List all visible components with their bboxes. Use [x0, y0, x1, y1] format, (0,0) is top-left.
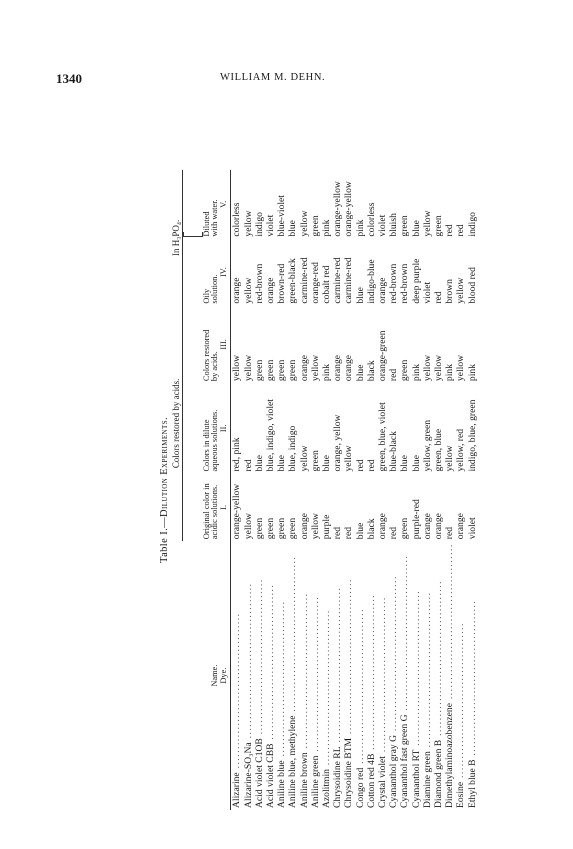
- dye-name: Cyananthol gray G: [388, 734, 400, 808]
- dye-name-cell: [321, 541, 332, 810]
- dot-leader: ........................................: [399, 554, 411, 715]
- dot-leader: ........................................: [421, 591, 433, 752]
- dye-name-cell: [287, 541, 298, 810]
- dye-name: Congo red: [354, 767, 366, 808]
- color-cell-col-2: blue: [410, 455, 422, 472]
- dye-name: Crystal violet: [377, 756, 389, 808]
- color-cell-col-5: yellow: [421, 210, 433, 237]
- dye-name: Chrysoidine RL: [332, 746, 344, 808]
- dye-name: Diamond green B: [433, 739, 445, 808]
- table-row: [366, 170, 377, 810]
- color-cell-col-5: green: [309, 215, 321, 237]
- dye-name-cell: [243, 541, 254, 810]
- color-cell-col-4: brown-red: [276, 263, 288, 304]
- color-cell-col-2: blue, indigo, violet: [264, 399, 276, 472]
- color-cell-col-3: green: [253, 359, 265, 382]
- color-cell-col-3: orange: [332, 354, 344, 382]
- page-number: 1340: [56, 71, 82, 86]
- color-cell-col-5: red: [444, 224, 456, 237]
- color-cell-col-3: yellow: [242, 354, 254, 382]
- color-cell-col-2: indigo, blue, green: [466, 399, 478, 472]
- color-cell-col-3: yellow: [309, 354, 321, 382]
- dye-name-cell: [422, 541, 433, 810]
- dilution-table: [172, 170, 478, 810]
- color-cell-col-4: blood red: [466, 267, 478, 304]
- dye-name: Dimethylaminoazobenzene: [444, 703, 456, 808]
- dye-name: Cyananthol RT: [410, 749, 422, 808]
- column-header-2-line3: II.: [218, 424, 228, 433]
- color-cell-col-4: deep purple: [410, 258, 422, 304]
- color-cell-col-4: red: [433, 291, 445, 304]
- group-header-restored: Colors restored by acids.: [172, 306, 182, 542]
- column-header-2-line1: Colors in dilute: [201, 419, 211, 472]
- column-header-name-line2: Dye.: [218, 667, 228, 684]
- color-cell-col-5: red: [455, 224, 467, 237]
- column-header-4-line3: IV.: [218, 267, 228, 278]
- dye-name-cell: [265, 541, 276, 810]
- dye-name-cell: [388, 541, 399, 810]
- color-cell-col-4: orange-red: [309, 262, 321, 304]
- color-cell-col-2: blue: [399, 455, 411, 472]
- column-header-3: [182, 306, 231, 383]
- color-cell-col-4: carmine-red: [332, 257, 344, 304]
- dot-leader: ........................................: [343, 578, 355, 738]
- color-cell-col-4: orange: [231, 277, 243, 304]
- column-header-4: [182, 239, 231, 306]
- dot-leader: ........................................: [410, 589, 422, 750]
- color-cell-col-2: green, blue, violet: [377, 402, 389, 472]
- dye-name-cell: [399, 541, 410, 810]
- color-cell-col-1: purple-red: [410, 499, 422, 540]
- dye-name-cell: [299, 541, 310, 810]
- color-cell-col-4: cobalt red: [321, 265, 332, 304]
- color-cell-col-1: yellow: [309, 513, 321, 540]
- color-cell-col-1: green: [264, 517, 276, 540]
- color-cell-col-3: green: [264, 359, 276, 382]
- color-cell-col-5: pink: [354, 219, 366, 237]
- color-cell-col-4: red-brown: [388, 263, 400, 304]
- brace-mark: [183, 232, 203, 237]
- dot-leader: ........................................: [287, 555, 299, 716]
- color-cell-col-2: yellow: [343, 445, 355, 472]
- color-cell-col-1: orange: [433, 513, 445, 540]
- column-header-5-line1: Diluted: [201, 211, 211, 237]
- color-cell-col-3: yellow: [455, 354, 467, 382]
- dye-name: Aniline blue, methylene: [287, 715, 299, 808]
- dye-name-cell: [411, 541, 422, 810]
- dye-name-cell: [455, 541, 466, 810]
- dye-name-cell: [467, 541, 478, 810]
- color-cell-col-5: blue: [410, 220, 422, 237]
- dot-leader: ........................................: [264, 583, 276, 744]
- color-cell-col-4: carmine-red: [343, 257, 355, 304]
- column-header-1: [182, 474, 231, 542]
- dye-name: Ethyl blue B: [466, 759, 478, 808]
- color-cell-col-2: red: [242, 459, 254, 472]
- color-cell-col-2: yellow, red: [455, 428, 467, 472]
- dye-name: Alizarine-SO₃Na: [242, 742, 254, 808]
- dye-name-cell: [343, 541, 354, 810]
- dye-name: Alizarine: [231, 772, 243, 808]
- color-cell-col-1: violet: [466, 517, 478, 540]
- dye-name-cell: [355, 541, 366, 810]
- color-cell-col-1: orange: [298, 513, 310, 540]
- table-row: [332, 170, 343, 810]
- color-cell-col-5: violet: [264, 214, 276, 237]
- dye-name: Cotton red 4B: [365, 753, 377, 808]
- table-row: [411, 170, 422, 810]
- color-cell-col-2: red, pink: [231, 437, 243, 472]
- color-cell-col-2: green: [309, 450, 321, 472]
- color-cell-col-3: orange: [298, 354, 310, 382]
- color-cell-col-5: bluish: [388, 213, 400, 237]
- dye-name: Aniline blue: [276, 760, 288, 808]
- dot-leader: ........................................: [321, 609, 332, 770]
- color-cell-col-2: yellow, green: [421, 419, 433, 472]
- dye-name: Acid violet CBB: [264, 743, 276, 808]
- color-cell-col-1: orange: [421, 513, 433, 540]
- color-cell-col-4: yellow: [242, 277, 254, 304]
- color-cell-col-1: blue: [354, 522, 366, 540]
- dot-leader: ........................................: [444, 543, 456, 704]
- color-cell-col-5: orange-yellow: [343, 181, 355, 237]
- table-row: [343, 170, 354, 810]
- color-cell-col-3: yellow: [231, 354, 243, 382]
- color-cell-col-3: blue: [354, 364, 366, 382]
- table-title: [158, 170, 172, 810]
- column-header-2: [182, 383, 231, 473]
- color-cell-col-3: green: [276, 359, 288, 382]
- column-header-5-line3: V.: [218, 200, 228, 208]
- column-header-1-line3: I.: [218, 504, 228, 510]
- column-header-3-line1: Colors restored: [201, 329, 211, 382]
- color-cell-col-4: violet: [421, 281, 433, 304]
- column-header-5: [182, 170, 231, 239]
- table-row: [321, 170, 332, 810]
- dot-leader: ........................................: [354, 607, 366, 768]
- dot-leader: ........................................: [466, 599, 478, 760]
- column-header-1-line1: Original color in: [201, 483, 211, 540]
- color-cell-col-5: blue-violet: [276, 195, 288, 237]
- dye-name-cell: [310, 541, 321, 810]
- color-cell-col-5: pink: [321, 219, 332, 237]
- table-title-main: Dilution Experiments.: [159, 417, 170, 517]
- dot-leader: ........................................: [276, 600, 288, 761]
- color-cell-col-4: orange: [377, 277, 389, 304]
- color-cell-col-3: orange: [343, 354, 355, 382]
- color-cell-col-3: red: [388, 368, 400, 382]
- dot-leader: ........................................: [242, 582, 254, 743]
- rotated-table-block: [158, 170, 480, 810]
- color-cell-col-1: green: [253, 517, 265, 540]
- table-row: [254, 170, 265, 810]
- color-cell-col-3: green: [399, 359, 411, 382]
- column-header-3-line3: III.: [218, 339, 228, 350]
- color-cell-col-2: blue: [276, 455, 288, 472]
- column-header-2-line2: aqueous solutions.: [210, 409, 220, 472]
- color-cell-col-1: orange: [377, 513, 389, 540]
- header-spacer: [172, 541, 182, 810]
- dye-name: Azolitmin: [321, 769, 332, 808]
- color-cell-col-3: pink: [410, 364, 422, 382]
- table-row: [399, 170, 410, 810]
- dye-name-cell: [444, 541, 455, 810]
- table-row: [299, 170, 310, 810]
- color-cell-col-4: orange: [264, 277, 276, 304]
- dot-leader: ........................................: [388, 575, 400, 735]
- color-cell-col-1: red: [444, 526, 456, 540]
- table-row: [310, 170, 321, 810]
- table-row: [377, 170, 388, 810]
- color-cell-col-1: green: [276, 517, 288, 540]
- color-cell-col-5: green: [399, 215, 411, 237]
- dye-name-cell: [276, 541, 287, 810]
- color-cell-col-3: black: [365, 360, 377, 382]
- dot-leader: ........................................: [298, 592, 310, 753]
- color-cell-col-1: yellow: [242, 513, 254, 540]
- color-cell-col-4: red-brown: [253, 263, 265, 304]
- color-cell-col-1: orange-yellow: [231, 483, 243, 540]
- color-cell-col-5: indigo: [466, 212, 478, 237]
- running-head: WILLIAM M. DEHN.: [220, 72, 326, 83]
- dye-name-cell: [254, 541, 265, 810]
- dye-name: Aniline green: [309, 755, 321, 808]
- color-cell-col-1: red: [332, 526, 344, 540]
- color-cell-col-5: green: [433, 215, 445, 237]
- dye-name: Aniline brown: [298, 752, 310, 808]
- color-cell-col-1: red: [388, 526, 400, 540]
- dye-name: Chrysoidine BTM: [343, 737, 355, 808]
- color-cell-col-5: blue: [287, 220, 299, 237]
- color-cell-col-1: orange: [455, 513, 467, 540]
- dye-name-cell: [231, 541, 243, 810]
- color-cell-col-5: yellow: [298, 210, 310, 237]
- color-cell-col-5: indigo: [253, 212, 265, 237]
- color-cell-col-4: indigo-blue: [365, 259, 377, 304]
- dot-leader: ........................................: [377, 596, 389, 757]
- table-row: [388, 170, 399, 810]
- table-title-prefix: Table I.—: [159, 516, 170, 563]
- dye-name: Eosine: [455, 781, 467, 808]
- color-cell-col-5: yellow: [242, 210, 254, 237]
- table-row: [243, 170, 254, 810]
- color-cell-col-3: green: [287, 359, 299, 382]
- color-cell-col-2: blue, indigo: [287, 425, 299, 472]
- color-cell-col-4: green-black: [287, 258, 299, 304]
- dot-leader: ........................................: [231, 612, 243, 773]
- color-cell-col-5: colorless: [365, 202, 377, 237]
- table-row: [231, 170, 243, 810]
- color-cell-col-2: yellow: [444, 445, 456, 472]
- color-cell-col-3: orange-green: [377, 330, 389, 382]
- table-row: [276, 170, 287, 810]
- color-cell-col-2: red: [354, 459, 366, 472]
- color-cell-col-1: green: [399, 517, 411, 540]
- color-cell-col-5: violet: [377, 214, 389, 237]
- color-cell-col-4: brown: [444, 279, 456, 304]
- color-cell-col-3: yellow: [433, 354, 445, 382]
- column-header-4-line1: Oily: [201, 288, 211, 304]
- column-header-5-line2: with water.: [210, 199, 220, 237]
- table-body: [231, 170, 478, 810]
- color-cell-col-1: red: [343, 526, 355, 540]
- dye-name: Cyananthol fast green G: [399, 714, 411, 808]
- column-header-1-line2: acidic solutions.: [210, 484, 220, 540]
- table-row: [422, 170, 433, 810]
- color-cell-col-3: pink: [321, 364, 332, 382]
- table-row: [444, 170, 455, 810]
- dot-leader: ........................................: [309, 595, 321, 756]
- color-cell-col-4: yellow: [455, 277, 467, 304]
- table-row: [287, 170, 298, 810]
- color-cell-col-4: blue: [354, 287, 366, 304]
- dye-name-cell: [332, 541, 343, 810]
- color-cell-col-2: blue: [321, 455, 332, 472]
- dot-leader: ........................................: [365, 593, 377, 754]
- column-header-name: [182, 541, 231, 810]
- column-header-4-line2: solution.: [210, 274, 220, 304]
- dye-name-cell: [433, 541, 444, 810]
- table-row: [265, 170, 276, 810]
- color-cell-col-2: red: [365, 459, 377, 472]
- dye-name-cell: [377, 541, 388, 810]
- color-cell-col-3: yellow: [421, 354, 433, 382]
- dye-name: Acid violet C1OB: [253, 738, 265, 808]
- column-header-3-line2: by acids.: [210, 351, 220, 382]
- color-cell-col-1: green: [287, 517, 299, 540]
- color-cell-col-1: purple: [321, 514, 332, 540]
- group-header-h3po4: In H₃PO₄.: [172, 170, 182, 306]
- dot-leader: ........................................: [433, 579, 445, 740]
- table-row: [433, 170, 444, 810]
- dot-leader: ........................................: [332, 586, 344, 747]
- table-row: [467, 170, 478, 810]
- dye-name-cell: [366, 541, 377, 810]
- color-cell-col-2: orange, yellow: [332, 414, 344, 472]
- color-cell-col-2: yellow: [298, 445, 310, 472]
- dot-leader: ........................................: [253, 578, 265, 739]
- dot-leader: ........................................: [455, 622, 467, 782]
- color-cell-col-3: pink: [466, 364, 478, 382]
- color-cell-col-5: orange-yellow: [332, 181, 344, 237]
- color-cell-col-1: black: [365, 518, 377, 540]
- table-row: [355, 170, 366, 810]
- color-cell-col-2: blue: [253, 455, 265, 472]
- dye-name: Diamine green: [421, 751, 433, 808]
- color-cell-col-5: colorless: [231, 202, 243, 237]
- table-row: [455, 170, 466, 810]
- color-cell-col-2: green, blue: [433, 428, 445, 472]
- column-header-name-line1: Name.: [210, 664, 220, 687]
- color-cell-col-3: pink: [444, 364, 456, 382]
- color-cell-col-2: blue-black: [388, 431, 400, 472]
- color-cell-col-4: red-brown: [399, 263, 411, 304]
- color-cell-col-4: carmine-red: [298, 257, 310, 304]
